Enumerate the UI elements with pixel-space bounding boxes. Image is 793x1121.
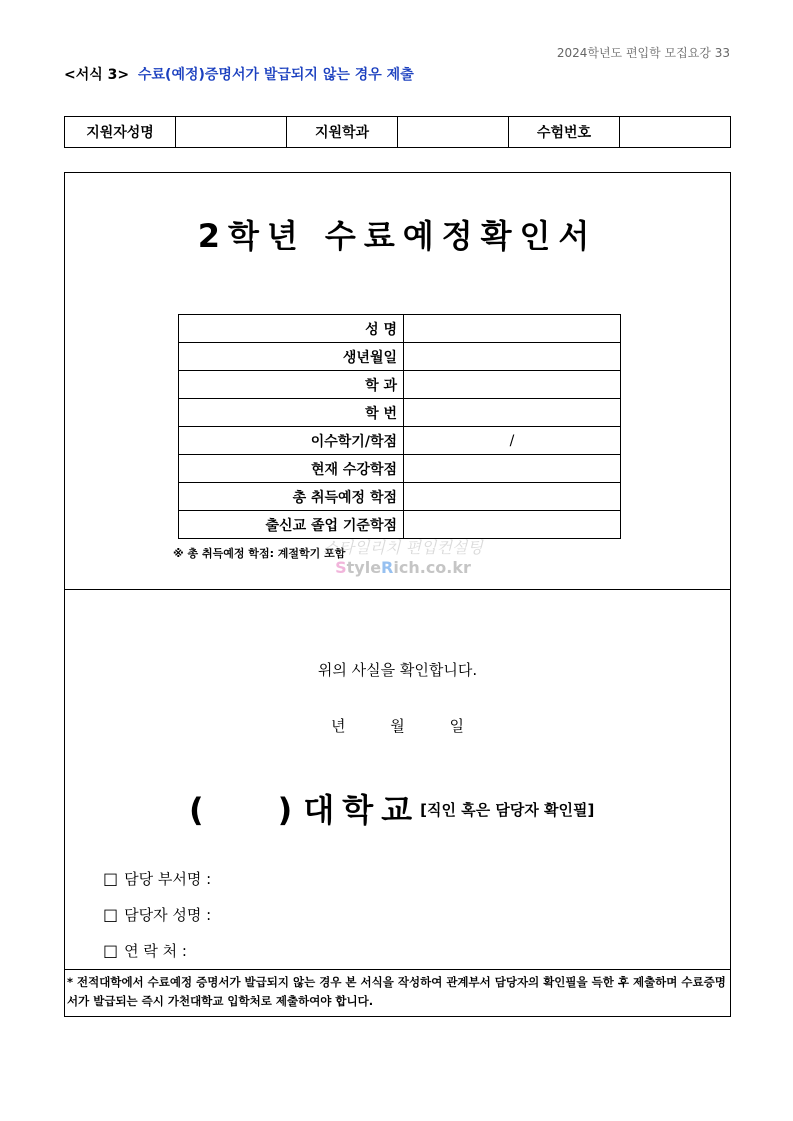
- university-line: [189, 785, 594, 831]
- contact-list: [103, 861, 211, 969]
- field-label: 학 번: [179, 399, 404, 427]
- watermark-url: StyleRich.co.kr: [335, 558, 471, 577]
- applicant-name-field[interactable]: [176, 117, 287, 148]
- watermark: [323, 535, 483, 577]
- field-label: 생년월일: [179, 343, 404, 371]
- field-label: 총 취득예정 학점: [179, 483, 404, 511]
- seal-note: [직인 혹은 담당자 확인필]: [420, 801, 595, 819]
- credit-note: ※ 총 취득예정 학점: 계절학기 포함: [173, 547, 346, 560]
- paren-close: ): [277, 791, 293, 829]
- student-info-table: [178, 314, 621, 539]
- checkbox-icon[interactable]: □: [103, 905, 119, 924]
- table-row: [179, 455, 621, 483]
- confirmation-text: 위의 사실을 확인합니다.: [317, 661, 478, 679]
- table-row: [179, 399, 621, 427]
- list-item: [103, 933, 211, 969]
- field-value[interactable]: [404, 315, 621, 343]
- contact-label: 담당 부서명 :: [124, 870, 212, 888]
- section-divider: [65, 969, 730, 970]
- contact-label: 연 락 처 :: [124, 942, 187, 960]
- paren-open: (: [189, 791, 204, 829]
- field-label: 성 명: [179, 315, 404, 343]
- form-code: <서식 3>: [64, 67, 130, 83]
- field-value[interactable]: [404, 371, 621, 399]
- document-title: 2학년 수료예정확인서: [197, 217, 598, 255]
- table-row: [179, 427, 621, 455]
- exam-number-field[interactable]: [620, 117, 731, 148]
- applicant-info-table: [64, 116, 731, 148]
- list-item: [103, 897, 211, 933]
- list-item: [103, 861, 211, 897]
- footer-note: * 전적대학에서 수료예정 증명서가 발급되지 않는 경우 본 서식을 작성하여 관계부서 담당자의 확인필을 득한 후 제출하며 수료증명서가 발급되는 즉시 가천대학교 입학처로 제출하여야 합니다.: [67, 975, 726, 1008]
- field-value[interactable]: [404, 483, 621, 511]
- table-row: [179, 343, 621, 371]
- field-label: 학 과: [179, 371, 404, 399]
- form-description: 수료(예정)증명서가 발급되지 않는 경우 제출: [138, 67, 414, 83]
- field-value[interactable]: [404, 399, 621, 427]
- field-value[interactable]: /: [404, 427, 621, 455]
- page-header: 2024학년도 편입학 모집요강 33: [556, 46, 730, 60]
- field-label: 현재 수강학점: [179, 455, 404, 483]
- section-divider: [65, 589, 730, 590]
- field-value[interactable]: [404, 343, 621, 371]
- field-value[interactable]: [404, 455, 621, 483]
- certificate-box: [64, 172, 731, 1017]
- checkbox-icon[interactable]: □: [103, 869, 119, 888]
- field-label: 이수학기/학점: [179, 427, 404, 455]
- form-label: [64, 64, 414, 84]
- contact-label: 담당자 성명 :: [124, 906, 212, 924]
- checkbox-icon[interactable]: □: [103, 941, 119, 960]
- field-value[interactable]: [404, 511, 621, 539]
- department-label: 지원학과: [287, 117, 398, 148]
- watermark-text: 스타일리치 편입컨설팅: [323, 538, 483, 557]
- field-label: 출신교 졸업 기준학점: [179, 511, 404, 539]
- table-row: [179, 371, 621, 399]
- table-row: [179, 511, 621, 539]
- university-label: 대학교: [303, 791, 421, 829]
- applicant-name-label: 지원자성명: [65, 117, 176, 148]
- table-row: [179, 483, 621, 511]
- table-row: [179, 315, 621, 343]
- department-field[interactable]: [398, 117, 509, 148]
- exam-number-label: 수험번호: [509, 117, 620, 148]
- date-line: 년 월 일: [330, 717, 464, 735]
